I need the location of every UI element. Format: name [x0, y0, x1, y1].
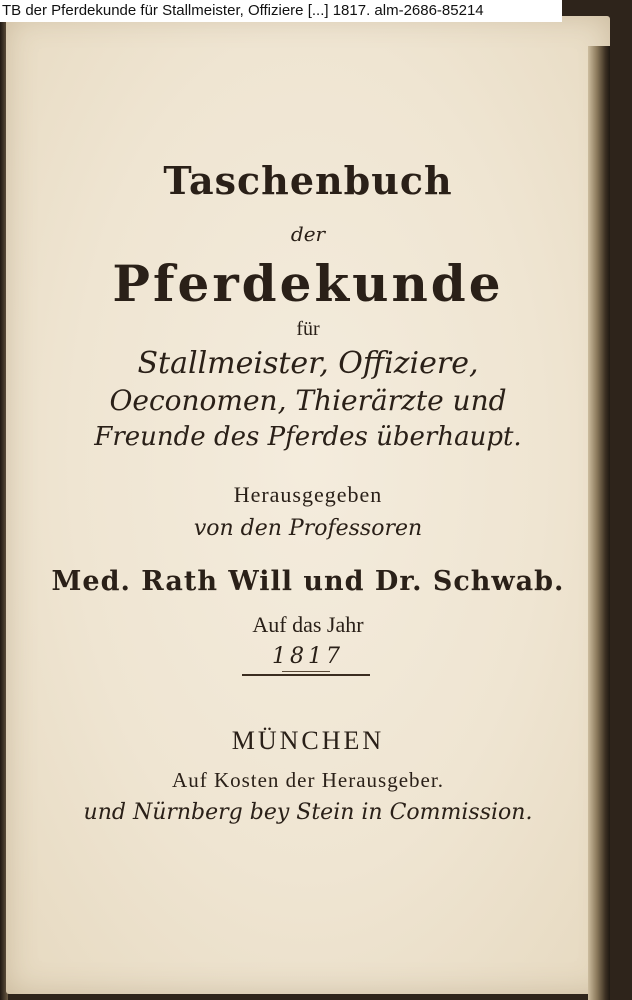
year-label: Auf das Jahr	[252, 612, 364, 637]
title-der: der	[290, 222, 326, 246]
imprint-place: MÜNCHEN	[231, 726, 385, 755]
audience-line-3: Freunde des Pferdes überhaupt.	[94, 422, 522, 452]
year-value: 1817	[272, 644, 344, 669]
title-taschenbuch: Taschenbuch	[163, 158, 453, 203]
ornamental-divider	[242, 674, 370, 676]
editors-prefix: von den Professoren	[193, 516, 423, 541]
audience-line-1: Stallmeister, Offiziere,	[137, 346, 479, 381]
audience-line-2: Oeconomen, Thierärzte und	[109, 384, 507, 417]
imprint-commission: und Nürnberg bey Stein in Commission.	[83, 800, 533, 825]
title-pferdekunde: Pferdekunde	[112, 254, 504, 313]
title-fuer: für	[296, 318, 320, 340]
title-page-text	[6, 16, 610, 994]
document-title-banner: TB der Pferdekunde für Stallmeister, Offiziere [...] 1817. alm-2686-85214	[0, 0, 562, 22]
editors-names: Med. Rath Will und Dr. Schwab.	[51, 566, 565, 597]
imprint-publisher: Auf Kosten der Herausgeber.	[172, 768, 444, 792]
herausgegeben: Herausgegeben	[233, 482, 383, 507]
